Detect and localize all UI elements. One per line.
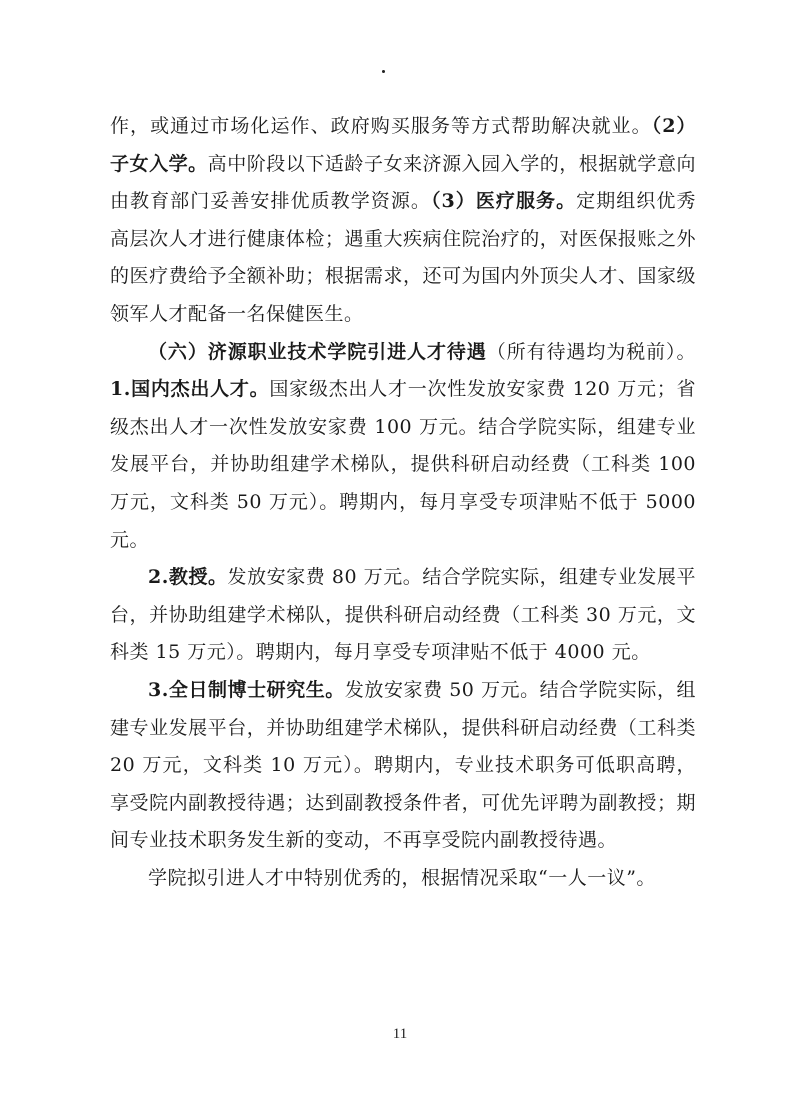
text-segment: 国家级杰出人才一次性发放安家费 120 万元；省级杰出人才一次性发放安家费 100 万元。结合学院实际，组建专业发展平台，并协助组建学术梯队，提供科研启动经费（工科类 100 万元，文科类 50 万元）。聘期内，每月享受专项津贴不低于 5000 元。 <box>110 378 696 551</box>
heading-phd: 3.全日制博士研究生。 <box>148 678 345 701</box>
paragraph-professor <box>110 559 696 672</box>
paragraph-phd <box>110 672 696 860</box>
text-segment: （所有待遇均为税前）。 <box>486 340 696 363</box>
text-segment: 学院拟引进人才中特别优秀的，根据情况采取“一人一议”。 <box>148 866 656 889</box>
text-segment: 发放安家费 50 万元。结合学院实际，组建专业发展平台，并协助组建学术梯队，提供科研启动经费（工科类 20 万元，文科类 10 万元）。聘期内，专业技术职务可低职高聘，享受院内副教授待遇；达到副教授条件者，可优先评聘为副教授；期间专业技术职务发生新的变动，不再享受院内副教授待遇。 <box>110 678 696 852</box>
scan-dot-mark <box>382 70 385 73</box>
text-segment: 定期组织优秀高层次人才进行健康体检；遇重大疾病住院治疗的，对医保报账之外的医疗费给予全额补助；根据需求，还可为国内外顶尖人才、国家级领军人才配备一名保健医生。 <box>110 190 696 325</box>
paragraph-college-talent <box>110 334 696 560</box>
heading-outstanding-talent: 1.国内杰出人才。 <box>110 378 270 401</box>
text-segment: 作，或通过市场化运作、政府购买服务等方式帮助解决就业。 <box>110 115 652 137</box>
paragraph-special-case <box>110 860 696 898</box>
paragraph-benefits-continued <box>110 108 696 334</box>
section-heading-college: （六）济源职业技术学院引进人才待遇 <box>148 340 487 363</box>
text-segment: 高中阶段以下适龄子女来济源入园入学的，根据就学意向由教育部门妥善安排优质教学资源。 <box>110 152 696 213</box>
heading-medical-service: （3）医疗服务。 <box>430 190 577 213</box>
text-segment: 发放安家费 80 万元。结合学院实际，组建专业发展平台，并协助组建学术梯队，提供科研启动经费（工科类 30 万元，文科类 15 万元）。聘期内，每月享受专项津贴不低于 4000 元。 <box>110 566 696 664</box>
body-text <box>110 108 696 897</box>
heading-children-schooling: （2）子女入学。 <box>110 115 696 175</box>
page-number: 11 <box>392 1026 408 1042</box>
heading-professor: 2.教授。 <box>148 566 228 589</box>
